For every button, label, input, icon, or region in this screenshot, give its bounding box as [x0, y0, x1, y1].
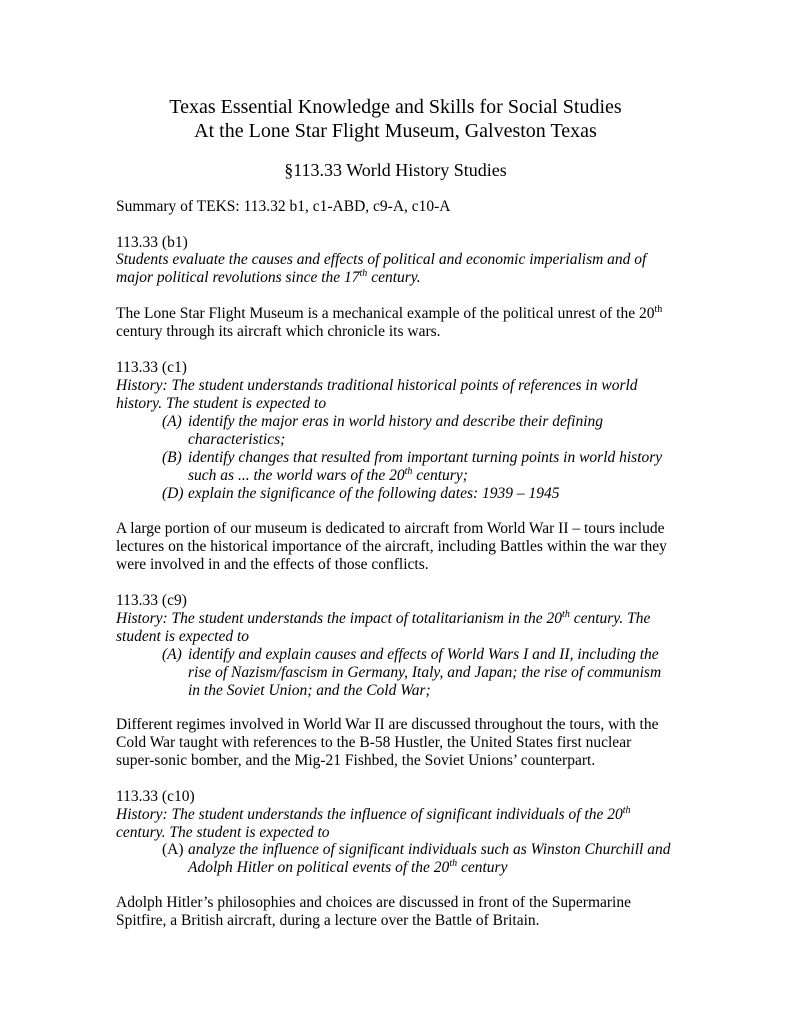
- section-c10-item-a-line-2: Adolph Hitler on political events of the 20th century: [188, 858, 508, 876]
- section-c9-note-line-1: Different regimes involved in World War II are discussed throughout the tours, with the: [116, 716, 659, 733]
- section-c1-item-d: (D) explain the significance of the following dates: 1939 – 1945: [162, 485, 560, 502]
- section-c1-heading: 113.33 (c1): [116, 359, 187, 376]
- section-c9-item-a-line-3: in the Soviet Union; and the Cold War;: [188, 682, 431, 699]
- section-c1-item-a: (A) identify the major eras in world history and describe their defining: [162, 413, 604, 430]
- section-c9-note-line-2: Cold War taught with references to the B-58 Hustler, the United States first nuclear: [116, 734, 632, 751]
- section-c10-item-a: (A) analyze the influence of significant individuals such as Winston Churchill and: [162, 841, 671, 858]
- document-title-line-1: Texas Essential Knowledge and Skills for Social Studies: [169, 96, 622, 118]
- document-title-line-2: At the Lone Star Flight Museum, Galveston Texas: [194, 120, 597, 142]
- section-c9-standard-line-2: student is expected to: [116, 628, 249, 645]
- section-c1-standard-line-1: History: The student understands traditional historical points of references in world: [116, 377, 638, 394]
- section-b1-note-line-1: The Lone Star Flight Museum is a mechanical example of the political unrest of the 20th: [116, 304, 663, 322]
- section-b1-standard-line-2: major political revolutions since the 17th century.: [116, 268, 421, 286]
- section-c9-standard-line-1: History: The student understands the impact of totalitarianism in the 20th century. The: [116, 609, 651, 627]
- section-c10-heading: 113.33 (c10): [116, 788, 195, 805]
- section-c1-item-b: (B) identify changes that resulted from important turning points in world history: [162, 449, 663, 466]
- section-b1-heading: 113.33 (b1): [116, 234, 188, 251]
- section-c1-note-line-1: A large portion of our museum is dedicated to aircraft from World War II – tours include: [116, 520, 665, 537]
- section-c10-note-line-1: Adolph Hitler’s philosophies and choices are discussed in front of the Supermarine: [116, 894, 631, 911]
- section-c9-heading: 113.33 (c9): [116, 592, 187, 609]
- section-c1-standard-line-2: history. The student is expected to: [116, 395, 327, 412]
- section-c1-item-b-line-2: such as ... the world wars of the 20th century;: [188, 466, 468, 484]
- section-c1-note-line-2: lectures on the historical importance of the aircraft, including Battles within the war they: [116, 538, 667, 555]
- section-c10-standard-line-2: century. The student is expected to: [116, 824, 330, 841]
- section-b1-note-line-2: century through its aircraft which chronicle its wars.: [116, 323, 441, 340]
- document-subtitle: §113.33 World History Studies: [284, 160, 507, 180]
- section-c1-note-line-3: were involved in and the effects of those conflicts.: [116, 556, 429, 573]
- section-c10-note-line-2: Spitfire, a British aircraft, during a lecture over the Battle of Britain.: [116, 912, 540, 929]
- section-c9-note-line-3: super-sonic bomber, and the Mig-21 Fishbed, the Soviet Unions’ counterpart.: [116, 752, 596, 769]
- section-c10-standard-line-1: History: The student understands the influence of significant individuals of the 20th: [116, 805, 631, 823]
- section-c9-item-a-line-2: rise of Nazism/fascism in Germany, Italy, and Japan; the rise of communism: [188, 664, 662, 681]
- section-c1-item-a-line-2: characteristics;: [188, 431, 286, 448]
- teks-summary: Summary of TEKS: 113.32 b1, c1-ABD, c9-A, c10-A: [116, 198, 451, 215]
- section-c9-item-a: (A) identify and explain causes and effects of World Wars I and II, including the: [162, 646, 659, 663]
- section-b1-standard-line-1: Students evaluate the causes and effects of political and economic imperialism and of: [116, 251, 647, 268]
